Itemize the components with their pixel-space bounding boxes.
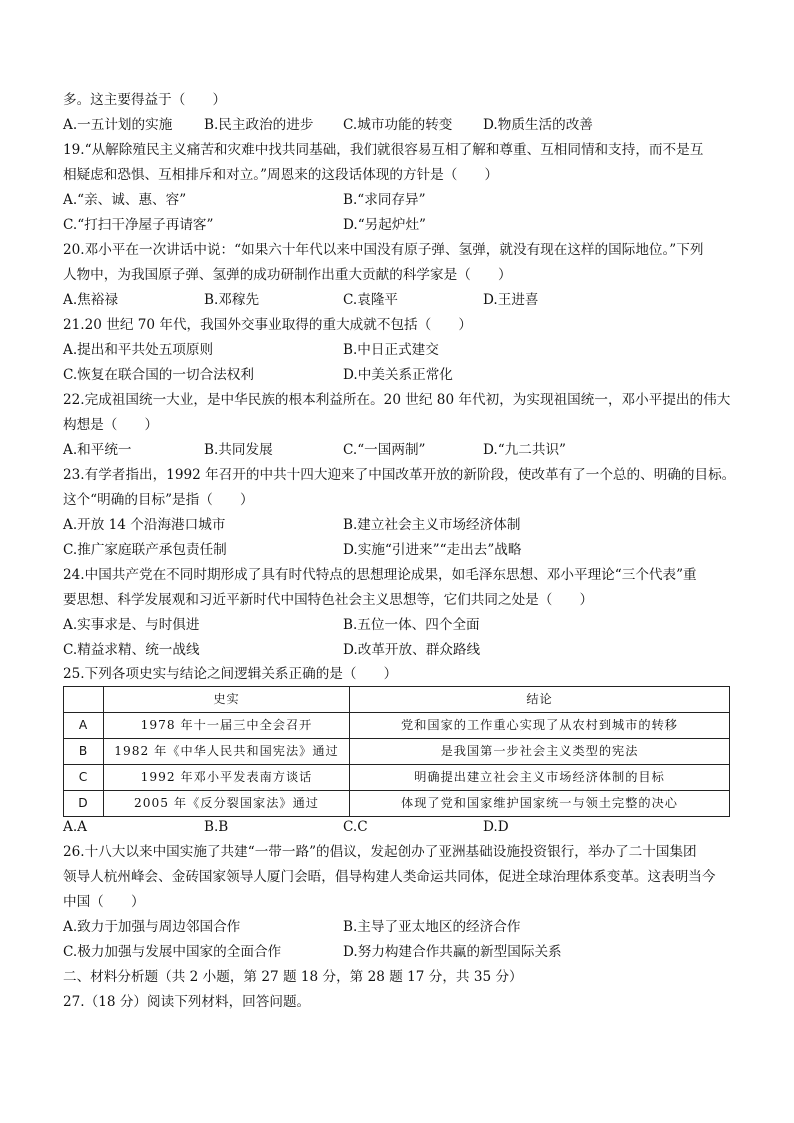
q26-stem-line3: 中国（ ） [63, 894, 145, 910]
q23-option-b: B.建立社会主义市场经济体制 [343, 517, 521, 533]
q22-option-b: B.共同发展 [204, 442, 273, 458]
q24-option-b: B.五位一体、四个全面 [343, 617, 480, 633]
q26-option-b: B.主导了亚太地区的经济合作 [343, 919, 521, 935]
q20-option-b: B.邓稼先 [204, 292, 260, 308]
table-header-conclusion: 结论 [350, 687, 730, 713]
q19-option-b: B.“求同存异” [343, 192, 426, 208]
q18-stem-end: 多。这主要得益于（ ） [63, 92, 227, 108]
q23-option-a: A.开放 14 个沿海港口城市 [63, 517, 226, 533]
table-row [64, 713, 730, 739]
q23-stem-line1: 23.有学者指出，1992 年召开的中共十四大迎来了中国改革开放的新阶段，使改革有了一个总的、明确的目标。 [63, 467, 736, 483]
q25-option-a: A.A [63, 819, 87, 835]
q20-option-d: D.王进喜 [483, 292, 539, 308]
table-cell-fact: 1978 年十一届三中全会召开 [104, 713, 350, 739]
table-row [64, 791, 730, 817]
q26-option-c: C.极力加强与发展中国家的全面合作 [63, 944, 282, 960]
q24-option-a: A.实事求是、与时俱进 [63, 617, 200, 633]
q21-option-b: B.中日正式建交 [343, 342, 439, 358]
q20-option-a: A.焦裕禄 [63, 292, 118, 308]
table-cell-id: A [64, 713, 104, 739]
q19-option-d: D.“另起炉灶” [343, 217, 427, 233]
q21-option-a: A.提出和平共处五项原则 [63, 342, 214, 358]
table-cell-fact: 1982 年《中华人民共和国宪法》通过 [104, 739, 350, 765]
table-cell-fact: 2005 年《反分裂国家法》通过 [104, 791, 350, 817]
q19-option-c: C.“打扫干净屋子再请客” [63, 217, 214, 233]
q22-option-d: D.“九二共识” [483, 442, 567, 458]
q23-stem-line2: 这个“明确的目标”是指（ ） [63, 492, 254, 508]
q22-stem-line2: 构想是（ ） [63, 417, 159, 433]
table-row [64, 739, 730, 765]
q21-option-c: C.恢复在联合国的一切合法权利 [63, 367, 254, 383]
table-cell-conclusion: 明确提出建立社会主义市场经济体制的目标 [350, 765, 730, 791]
q25-option-d: D.D [483, 819, 509, 835]
q18-option-c: C.城市功能的转变 [343, 117, 453, 133]
q20-option-c: C.袁隆平 [343, 292, 399, 308]
q23-option-d: D.实施“引进来”“走出去”战略 [343, 542, 522, 558]
q23-option-c: C.推广家庭联产承包责任制 [63, 542, 227, 558]
q25-option-c: C.C [343, 819, 368, 835]
section2-heading: 二、材料分析题（共 2 小题，第 27 题 18 分，第 28 题 17 分，共 35 分） [63, 969, 523, 985]
q21-option-d: D.中美关系正常化 [343, 367, 453, 383]
table-cell-id: C [64, 765, 104, 791]
q22-option-c: C.“一国两制” [343, 442, 426, 458]
q19-stem-line1: 19.“从解除殖民主义痛苦和灾难中找共同基础，我们就很容易互相了解和尊重、互相同情和支持，而不是互 [63, 142, 704, 158]
q20-stem-line1: 20.邓小平在一次讲话中说：“如果六十年代以来中国没有原子弹、氢弹，就没有现在这样的国际地位。”下列 [63, 242, 704, 258]
table-header-row [64, 687, 730, 713]
q24-stem-line2: 要思想、科学发展观和习近平新时代中国特色社会主义思想等，它们共同之处是（ ） [63, 592, 594, 608]
q22-option-a: A.和平统一 [63, 442, 132, 458]
q18-option-b: B.民主政治的进步 [204, 117, 314, 133]
q26-stem-line1: 26.十八大以来中国实施了共建“一带一路”的倡议，发起创办了亚洲基础设施投资银行，举办了二十国集团 [63, 844, 697, 860]
table-cell-conclusion: 是我国第一步社会主义类型的宪法 [350, 739, 730, 765]
q18-option-d: D.物质生活的改善 [483, 117, 593, 133]
q25-stem-line1: 25.下列各项史实与结论之间逻辑关系正确的是（ ） [63, 666, 398, 682]
q26-option-d: D.努力构建合作共赢的新型国际关系 [343, 944, 562, 960]
q20-stem-line2: 人物中，为我国原子弹、氢弹的成功研制作出重大贡献的科学家是（ ） [63, 267, 512, 283]
table-header-fact: 史实 [104, 687, 350, 713]
fact-conclusion-table [63, 686, 730, 817]
q21-stem-line1: 21.20 世纪 70 年代，我国外交事业取得的重大成就不包括（ ） [63, 317, 473, 333]
table-cell-fact: 1992 年邓小平发表南方谈话 [104, 765, 350, 791]
q24-stem-line1: 24.中国共产党在不同时期形成了具有时代特点的思想理论成果，如毛泽东思想、邓小平理论“三个代表”重 [63, 567, 697, 583]
q24-option-d: D.改革开放、群众路线 [343, 642, 481, 658]
q27-stem: 27.（18 分）阅读下列材料，回答问题。 [63, 994, 311, 1010]
q24-option-c: C.精益求精、统一战线 [63, 642, 200, 658]
q26-option-a: A.致力于加强与周边邻国合作 [63, 919, 241, 935]
q26-stem-line2: 领导人杭州峰会、金砖国家领导人厦门会晤，倡导构建人类命运共同体，促进全球治理体系变革。这表明当今 [63, 869, 716, 885]
table-row [64, 765, 730, 791]
table-cell-conclusion: 党和国家的工作重心实现了从农村到城市的转移 [350, 713, 730, 739]
q25-option-b: B.B [204, 819, 229, 835]
table-cell-conclusion: 体现了党和国家维护国家统一与领土完整的决心 [350, 791, 730, 817]
q18-option-a: A.一五计划的实施 [63, 117, 173, 133]
q22-stem-line1: 22.完成祖国统一大业，是中华民族的根本利益所在。20 世纪 80 年代初，为实现祖国统一，邓小平提出的伟大 [63, 392, 731, 408]
q19-option-a: A.“亲、诚、惠、容” [63, 192, 187, 208]
q19-stem-line2: 相疑虑和恐惧、互相排斥和对立。”周恩来的这段话体现的方针是（ ） [63, 167, 499, 183]
table-cell-id: D [64, 791, 104, 817]
table-cell-id: B [64, 739, 104, 765]
table-header-id [64, 687, 104, 713]
